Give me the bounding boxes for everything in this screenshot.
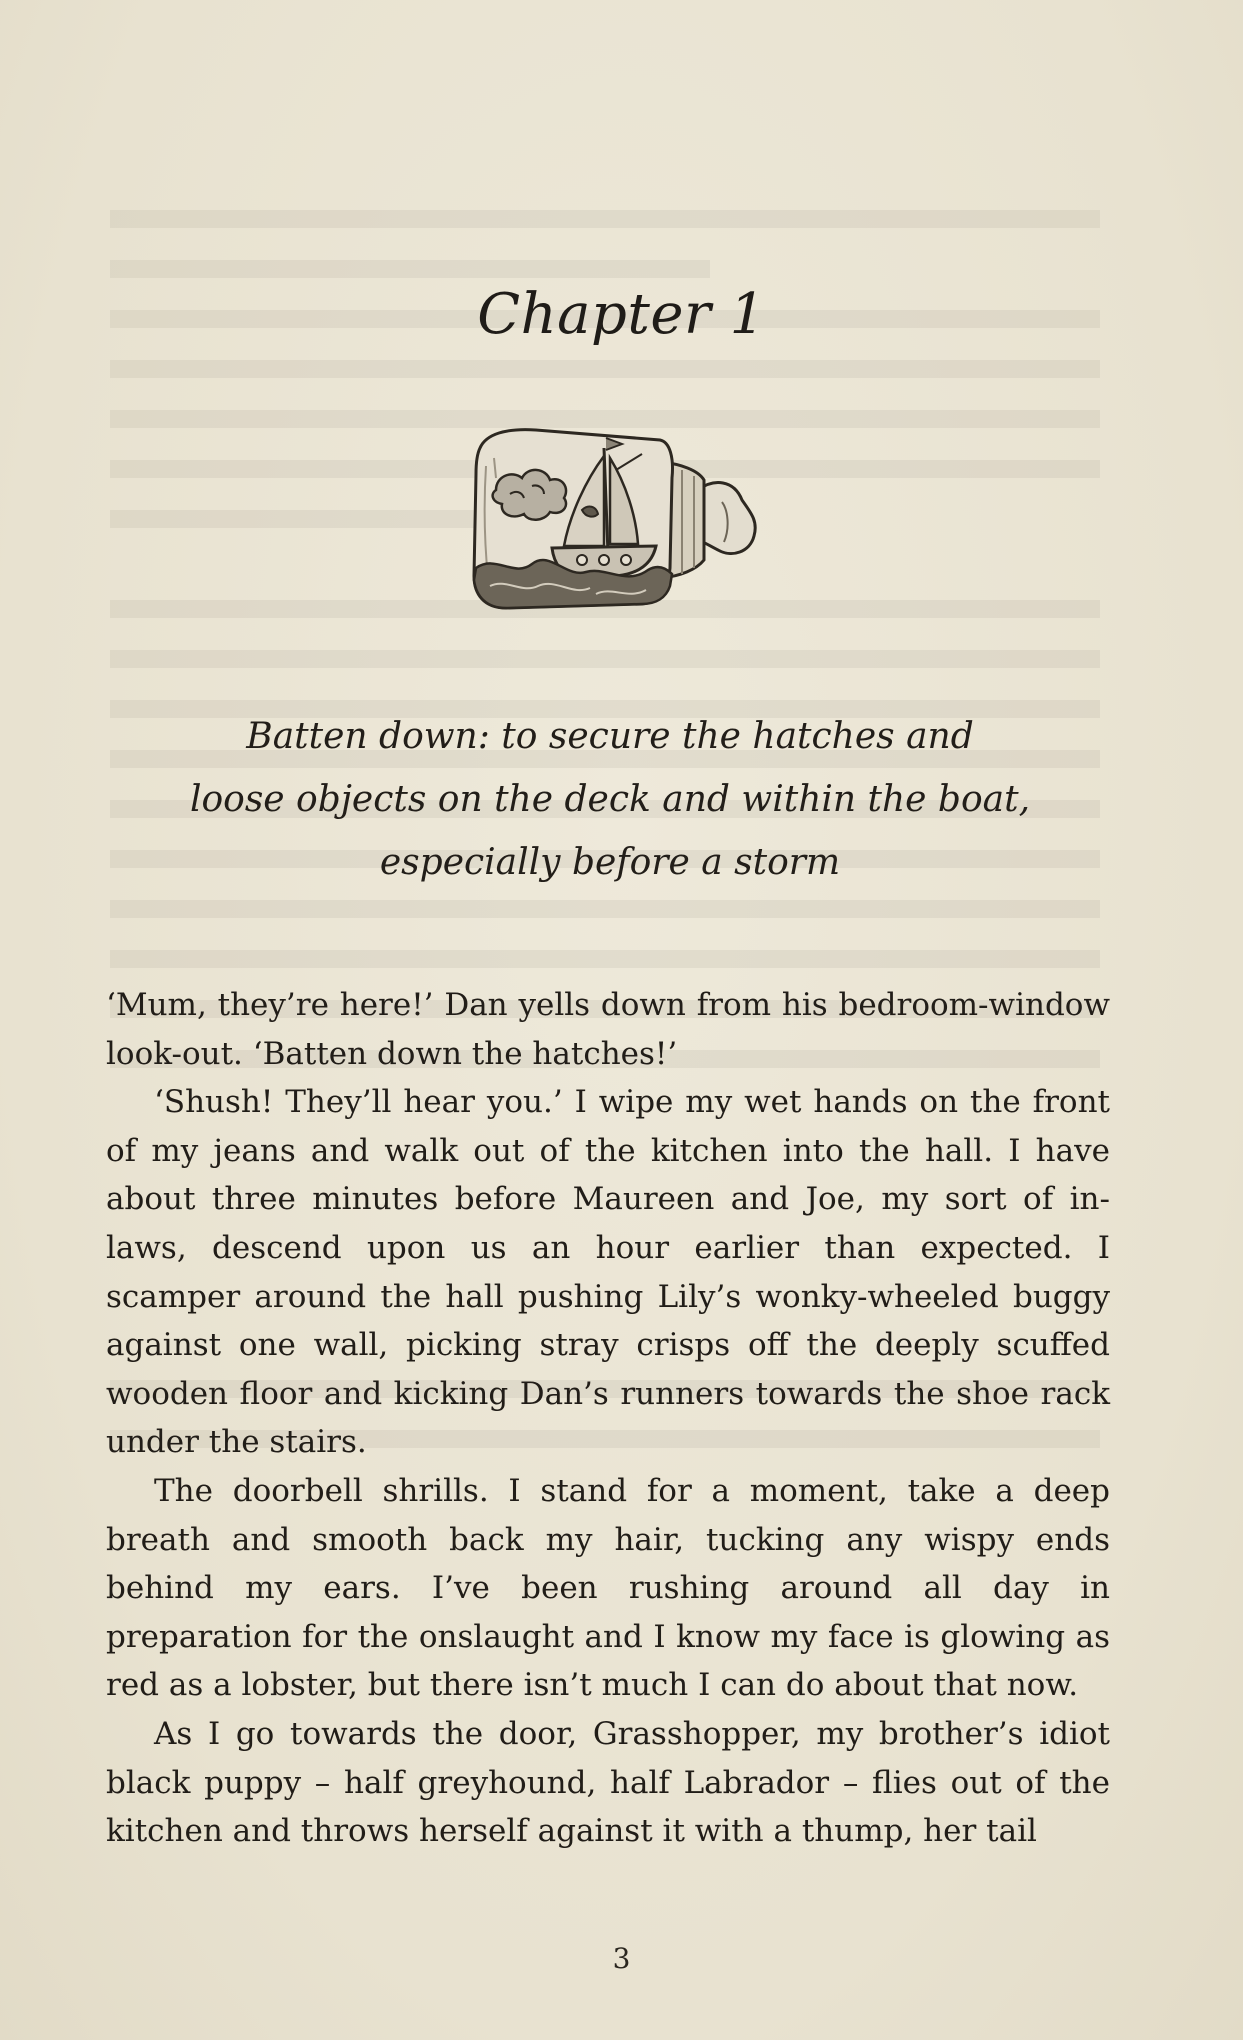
epigraph-line: especially before a storm xyxy=(379,842,841,883)
baby-bottle-with-ship-icon xyxy=(466,418,776,628)
epigraph xyxy=(140,705,1080,894)
epigraph-line: loose objects on the deck and within the boat, xyxy=(189,779,1031,820)
paragraph: The doorbell shrills. I stand for a moment, take a deep breath and smooth back my hair, tucking any wispy ends behind my ears. I’ve been rushing around all day in preparation for the onslaught and I know my face is glowing as red as a lobster, but there isn’t much I can do about that now. xyxy=(106,1472,1110,1704)
paragraph: ‘Mum, they’re here!’ Dan yells down from his bedroom-window look-out. ‘Batten down the hatches!’ xyxy=(106,987,1110,1072)
chapter-title: Chapter 1 xyxy=(477,282,766,347)
paragraph: As I go towards the door, Grasshopper, my brother’s idiot black puppy – half greyhound, half Labrador – flies out of the kitchen and throws herself against it with a thump, her tail xyxy=(106,1715,1110,1850)
chapter-body xyxy=(106,981,1110,1856)
page-number: 3 xyxy=(612,1942,631,1975)
paragraph: ‘Shush! They’ll hear you.’ I wipe my wet hands on the front of my jeans and walk out of the kitchen into the hall. I have about three minutes before Maureen and Joe, my sort of in-laws, descend upon us an hour earlier than expected. I scamper around the hall pushing Lily’s wonky-wheeled buggy against one wall, picking stray crisps off the deeply scuffed wooden floor and kicking Dan’s runners towards the shoe rack under the stairs. xyxy=(106,1084,1110,1461)
epigraph-line: Batten down: to secure the hatches and xyxy=(246,716,974,757)
